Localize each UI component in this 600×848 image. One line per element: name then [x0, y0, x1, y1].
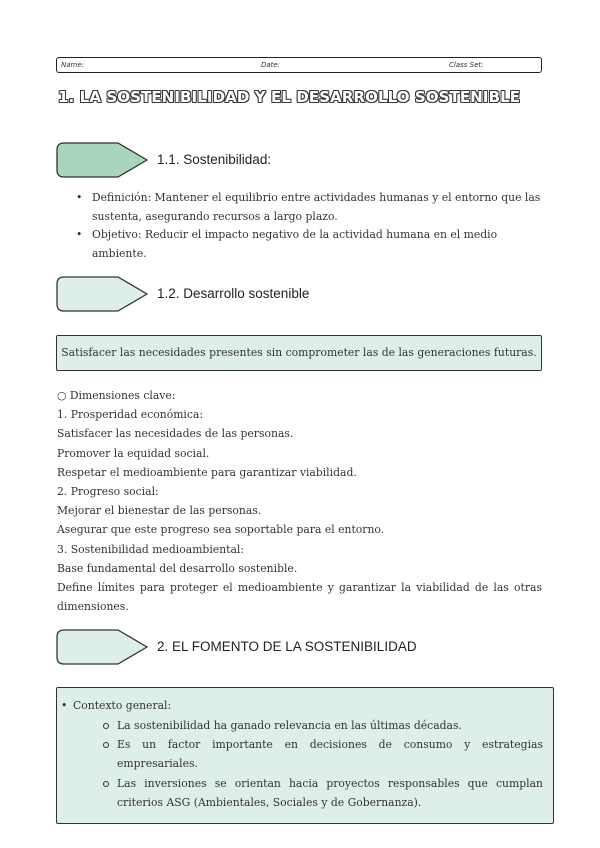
dimension-line: Base fundamental del desarrollo sostenible.: [57, 561, 298, 575]
page-title: 1. LA SOSTENIBILIDAD Y EL DESARROLLO SOSTENIBLE: [58, 88, 521, 106]
section-arrow-icon: [56, 142, 148, 178]
section-arrow-shape: [57, 277, 147, 311]
section-arrow-shape: [57, 143, 147, 177]
header-info-bar: [56, 57, 542, 73]
dimension-line: 1. Prosperidad económica:: [57, 408, 204, 422]
definition-quote-box: Satisfacer las necesidades presentes sin comprometer las de las generaciones futuras.: [56, 335, 542, 371]
class-set-label: Class Set:: [449, 61, 484, 69]
context-heading: • Contexto general:: [73, 696, 171, 715]
dimension-line: Respetar el medioambiente para garantizar viabilidad.: [57, 465, 357, 479]
dimension-line: Define límites para proteger el medioambiente y garantizar la viabilidad de las otras dimensiones.: [57, 581, 542, 614]
list-item: La sostenibilidad ha ganado relevancia en las últimas décadas.: [101, 716, 543, 735]
dimension-line: 2. Progreso social:: [57, 485, 159, 499]
dimension-line: Promover la equidad social.: [57, 446, 210, 460]
list-item: • Definición: Mantener el equilibrio entre actividades humanas y el entorno que las sustenta, asegurando recursos a largo plazo.: [72, 189, 544, 226]
dimension-line: Mejorar el bienestar de las personas.: [57, 504, 262, 518]
date-label: Date:: [261, 61, 281, 69]
section-heading-2: 2. EL FOMENTO DE LA SOSTENIBILIDAD: [157, 639, 417, 654]
section-arrow-shape: [57, 630, 147, 664]
name-label: Name:: [61, 61, 85, 69]
list-item: Es un factor importante en decisiones de consumo y estrategias empresariales.: [101, 735, 543, 773]
section-arrow-icon: [56, 629, 148, 665]
list-item: Las inversiones se orientan hacia proyectos responsables que cumplan criterios ASG (Ambientales, Sociales y de Gobernanza).: [101, 774, 543, 812]
dimension-line: Asegurar que este progreso sea soportable para el entorno.: [57, 523, 385, 537]
dimensions-block: [57, 386, 542, 616]
context-list: [101, 716, 543, 812]
section-heading-1-2: 1.2. Desarrollo sostenible: [157, 286, 310, 301]
definition-list: [72, 189, 544, 263]
section-arrow-icon: [56, 276, 148, 312]
dimensions-heading: ○ Dimensiones clave:: [57, 389, 176, 402]
dimension-line: 3. Sostenibilidad medioambiental:: [57, 542, 245, 556]
dimension-line: Satisfacer las necesidades de las personas.: [57, 427, 294, 441]
list-item: • Objetivo: Reducir el impacto negativo de la actividad humana en el medio ambiente.: [72, 226, 544, 263]
context-box: [56, 687, 554, 824]
section-heading-1-1: 1.1. Sostenibilidad:: [157, 152, 272, 167]
